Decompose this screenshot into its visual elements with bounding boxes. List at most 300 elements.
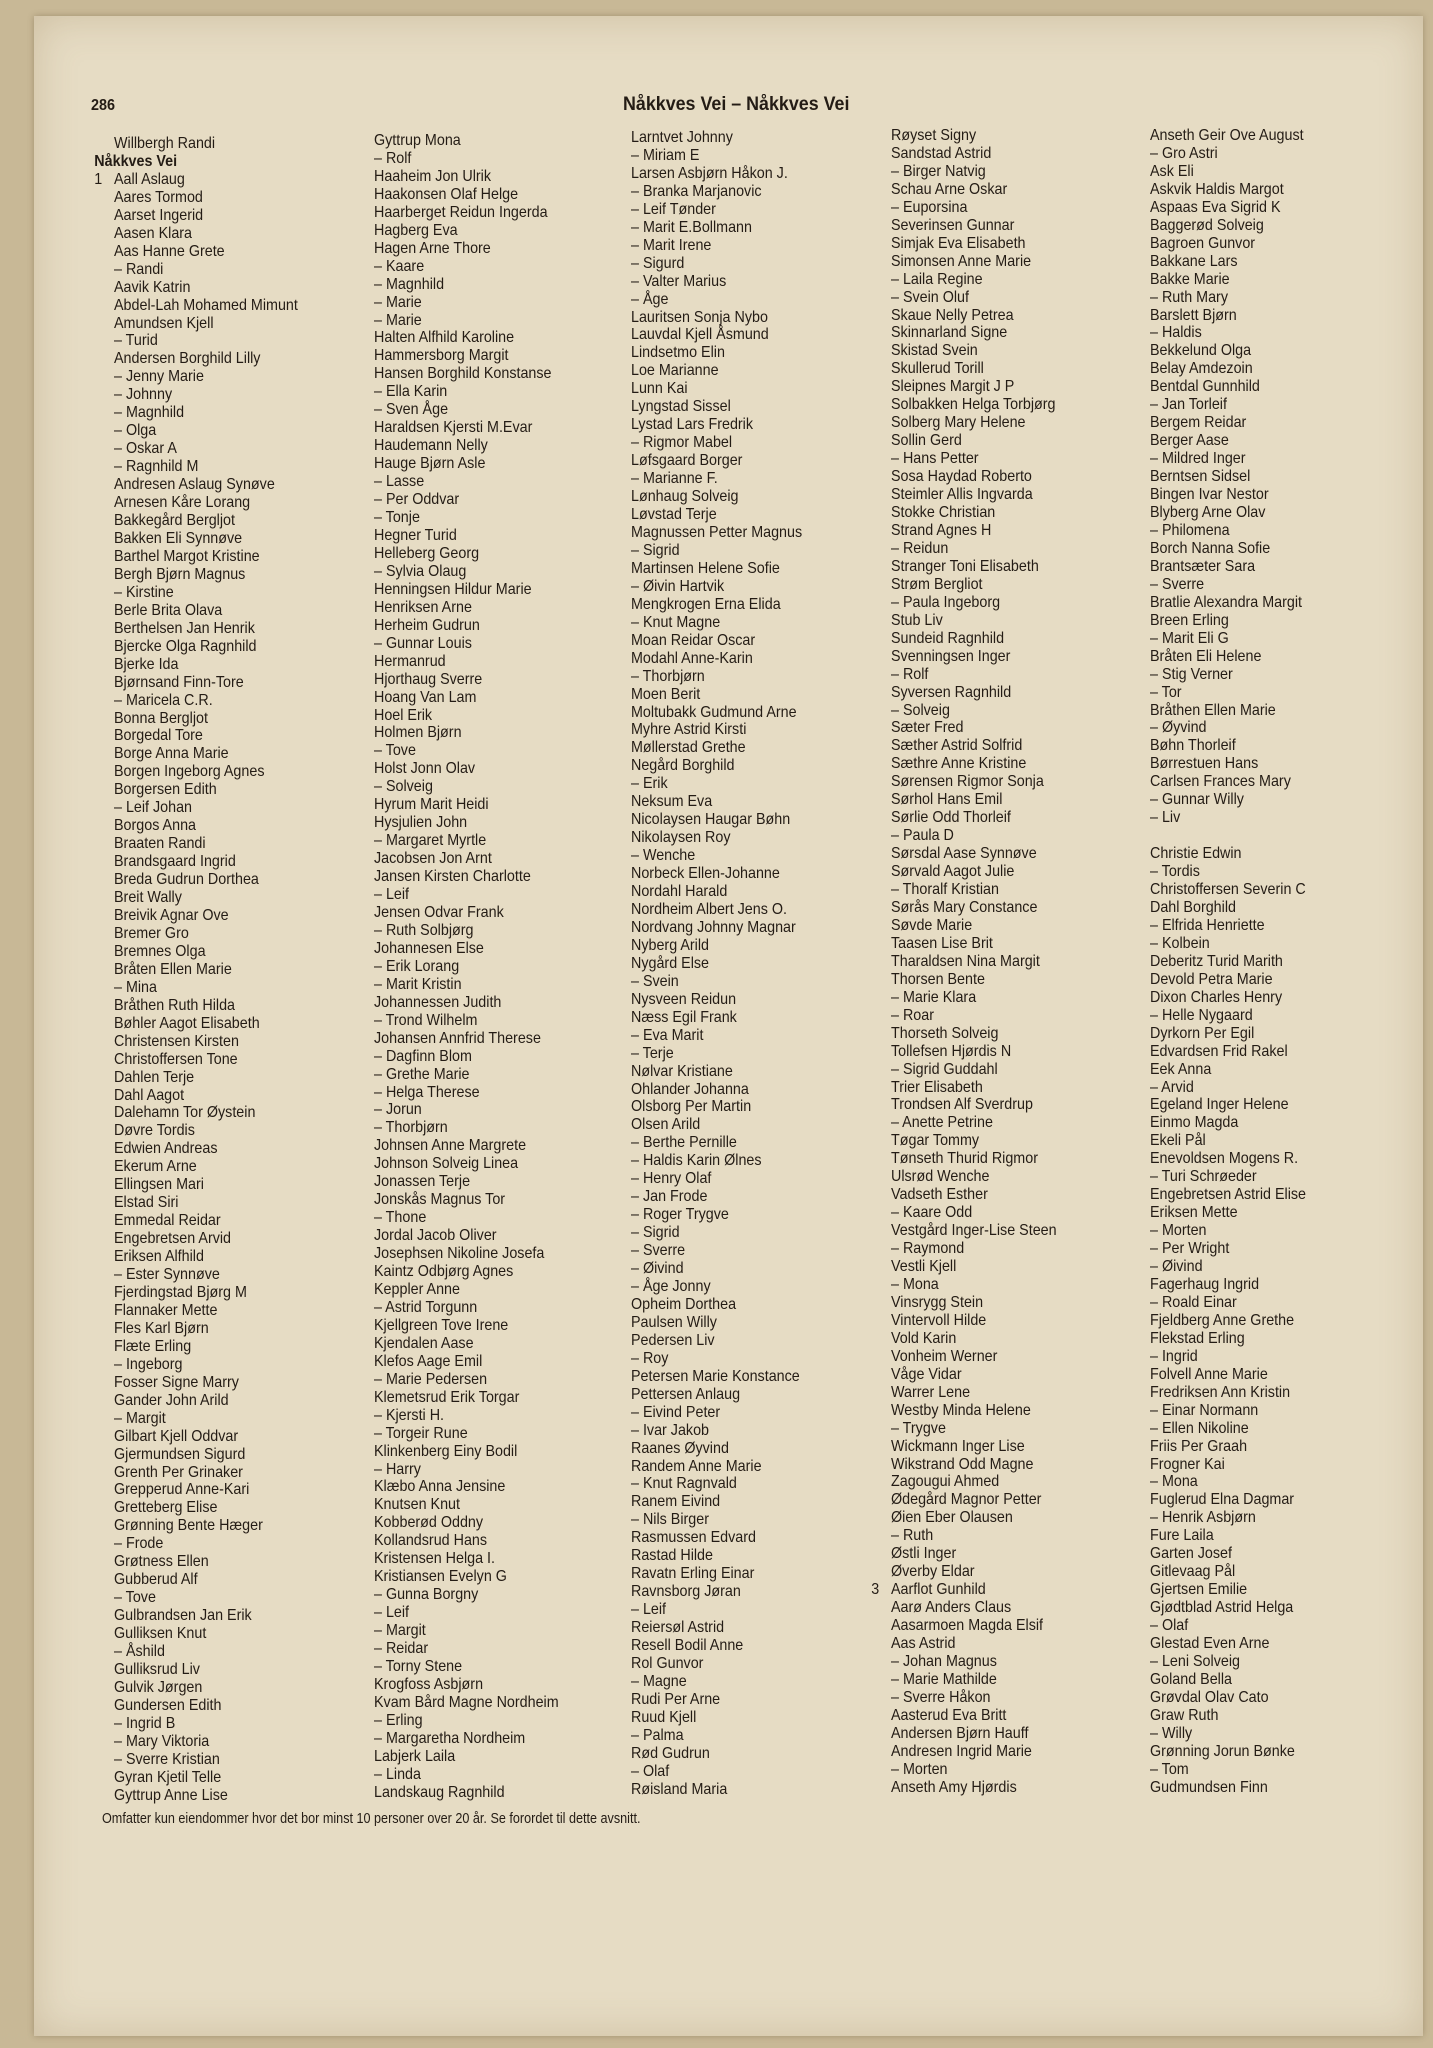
resident-entry: Askvik Haldis Margot (1150, 180, 1284, 198)
resident-entry: – Linda (374, 1765, 421, 1783)
resident-entry: Johannesen Else (374, 939, 484, 957)
resident-entry: Svenningsen Inger (891, 647, 1011, 665)
resident-entry: – Grethe Marie (374, 1065, 470, 1083)
resident-entry: Opheim Dorthea (631, 1295, 737, 1313)
resident-entry: Hegner Turid (374, 526, 457, 544)
resident-entry: Garten Josef (1150, 1545, 1232, 1563)
footnote: Omfatter kun eiendommer hvor det bor minst 10 personer over 20 år. Se forordet til dette avsnitt. (102, 1811, 641, 1827)
resident-entry: Stub Liv (891, 611, 943, 629)
resident-entry: Nikolaysen Roy (631, 829, 731, 847)
resident-entry: – Helle Nygaard (1150, 1006, 1253, 1024)
resident-entry: Klefos Aage Emil (374, 1352, 483, 1370)
resident-entry: – Sigurd (631, 254, 685, 272)
resident-entry: Nygård Else (631, 954, 710, 972)
resident-entry: – Ella Karin (374, 383, 448, 401)
resident-entry: Brandsgaard Ingrid (114, 853, 236, 871)
resident-entry: – Gunnar Willy (1150, 791, 1244, 809)
resident-entry: Johansen Annfrid Therese (374, 1029, 541, 1047)
resident-entry: Klemetsrud Erik Torgar (374, 1388, 520, 1406)
resident-entry: – Turid (114, 332, 158, 350)
resident-entry: Gulbrandsen Jan Erik (114, 1607, 252, 1625)
resident-entry: Aasarmoen Magda Elsif (891, 1617, 1044, 1635)
resident-entry: Fles Karl Bjørn (114, 1319, 209, 1337)
resident-entry: Breen Erling (1150, 611, 1229, 629)
resident-entry: Frogner Kai (1150, 1455, 1225, 1473)
resident-entry: Vintervoll Hilde (891, 1311, 987, 1329)
resident-entry: – Palma (631, 1726, 684, 1744)
resident-entry: – Harry (374, 1460, 421, 1478)
resident-entry: Bjørnsand Finn-Tore (114, 673, 244, 691)
resident-entry: Graw Ruth (1150, 1706, 1219, 1724)
resident-entry: – Astrid Torgunn (374, 1298, 478, 1316)
resident-entry: Kollandsrud Hans (374, 1532, 488, 1550)
resident-entry: Gitlevaag Pål (1150, 1563, 1236, 1581)
resident-entry: – Torny Stene (374, 1658, 463, 1676)
resident-entry: Holst Jonn Olav (374, 760, 476, 778)
resident-entry: – Rolf (374, 149, 412, 167)
resident-entry: Trondsen Alf Sverdrup (891, 1096, 1033, 1114)
resident-entry: Gilbart Kjell Oddvar (114, 1427, 239, 1445)
resident-entry: – Haldis Karin Ølnes (631, 1152, 762, 1170)
resident-entry: – Johan Magnus (891, 1653, 997, 1671)
resident-entry: – Per Wright (1150, 1240, 1230, 1258)
resident-entry: Hoel Erik (374, 706, 433, 724)
resident-entry: – Tor (1150, 683, 1182, 701)
resident-entry: Haakonsen Olaf Helge (374, 185, 519, 203)
resident-entry: – Kirstine (114, 583, 174, 601)
resident-entry: Røisland Maria (631, 1780, 728, 1798)
resident-entry: – Willy (1150, 1724, 1193, 1742)
resident-entry: Larsen Asbjørn Håkon J. (631, 164, 788, 182)
resident-entry: – Marit Eli G (1150, 629, 1229, 647)
resident-entry: Ravnsborg Jøran (631, 1583, 741, 1601)
resident-entry: Kristensen Helga I. (374, 1550, 495, 1568)
resident-entry: – Ingrid B (114, 1714, 176, 1732)
resident-entry: Bingen Ivar Nestor (1150, 486, 1269, 504)
resident-entry: – Roy (631, 1349, 669, 1367)
resident-entry: – Henrik Asbjørn (1150, 1509, 1256, 1527)
resident-entry: Gjermundsen Sigurd (114, 1445, 246, 1463)
resident-entry: Fagerhaug Ingrid (1150, 1276, 1260, 1293)
resident-entry: – Gunnar Louis (374, 634, 472, 652)
resident-entry: Paulsen Willy (631, 1313, 717, 1331)
resident-entry: – Stig Verner (1150, 665, 1233, 683)
resident-entry: Baggerød Solveig (1150, 216, 1264, 234)
resident-entry: Neksum Eva (631, 793, 713, 811)
resident-entry: – Leif (631, 1601, 667, 1619)
resident-entry: – Dagfinn Blom (374, 1047, 472, 1065)
resident-entry: Rasmussen Edvard (631, 1529, 756, 1547)
resident-entry: Bøhn Thorleif (1150, 737, 1236, 755)
resident-entry: – Ragnhild M (114, 458, 199, 476)
resident-entry: – Sylvia Olaug (374, 562, 467, 580)
resident-entry: – Nils Birger (631, 1511, 709, 1529)
resident-entry: – Trygve (891, 1419, 946, 1437)
resident-entry: Lønhaug Solveig (631, 488, 739, 506)
resident-entry: Trier Elisabeth (891, 1078, 983, 1096)
resident-entry: Johnsen Anne Margrete (374, 1137, 527, 1155)
resident-entry: – Raymond (891, 1240, 965, 1258)
resident-entry: Børrestuen Hans (1150, 755, 1259, 773)
resident-entry: Møllerstad Grethe (631, 739, 746, 757)
resident-entry: Berthelsen Jan Henrik (114, 619, 255, 637)
resident-entry: – Ivar Jakob (631, 1421, 710, 1439)
resident-entry: Henriksen Arne (374, 598, 472, 616)
resident-entry: – Marie (374, 293, 422, 311)
resident-entry: Borgen Ingeborg Agnes (114, 763, 265, 781)
resident-entry: Skaue Nelly Petrea (891, 306, 1014, 324)
resident-entry: Myhre Astrid Kirsti (631, 721, 747, 739)
resident-entry: Bagroen Gunvor (1150, 234, 1256, 252)
resident-entry: Fosser Signe Marry (114, 1373, 239, 1391)
resident-entry: Andersen Bjørn Hauff (891, 1724, 1029, 1742)
resident-entry: Moltubakk Gudmund Arne (631, 703, 797, 721)
resident-entry: Jonassen Terje (374, 1173, 471, 1191)
resident-entry: Ravatn Erling Einar (631, 1565, 755, 1583)
resident-entry: – Ruth (891, 1527, 934, 1545)
resident-entry: – Solveig (891, 701, 950, 719)
resident-entry: – Tonje (374, 509, 420, 527)
resident-entry: Sæter Fred (891, 719, 964, 737)
resident-entry: Bakke Marie (1150, 270, 1230, 288)
resident-entry: – Jenny Marie (114, 368, 204, 386)
resident-entry: Røyset Signy (891, 127, 977, 144)
resident-entry: Ødegård Magnor Petter (891, 1491, 1042, 1509)
resident-entry: – Margit (374, 1622, 426, 1640)
resident-entry: Egeland Inger Helene (1150, 1096, 1289, 1114)
resident-entry: Sørvald Aagot Julie (891, 863, 1015, 881)
resident-entry: Willbergh Randi (114, 135, 216, 152)
resident-entry: Jansen Kirsten Charlotte (374, 868, 531, 886)
resident-entry: Bjercke Olga Ragnhild (114, 637, 257, 655)
resident-entry: Edwien Andreas (114, 1140, 218, 1158)
resident-entry: – Erik Lorang (374, 957, 460, 975)
resident-entry: Lindsetmo Elin (631, 344, 725, 362)
resident-entry: Vold Karin (891, 1329, 957, 1347)
resident-entry: Emmedal Reidar (114, 1212, 221, 1230)
resident-entry: Gyran Kjetil Telle (114, 1768, 222, 1786)
resident-entry: – Leni Solveig (1150, 1653, 1240, 1671)
resident-entry: Anseth Amy Hjørdis (891, 1778, 1017, 1796)
resident-entry: – Reidun (891, 539, 949, 557)
resident-entry: Solbakken Helga Torbjørg (891, 396, 1056, 414)
resident-entry: Christie Edwin (1150, 845, 1242, 863)
resident-entry: Døvre Tordis (114, 1122, 195, 1140)
resident-entry: Carlsen Frances Mary (1150, 773, 1291, 791)
resident-entry: – Per Oddvar (374, 491, 460, 509)
resident-entry: Glestad Even Arne (1150, 1635, 1270, 1653)
resident-entry: Brantsæter Sara (1150, 557, 1256, 575)
resident-entry: Klæbo Anna Jensine (374, 1478, 506, 1496)
resident-entry: – Åge Jonny (631, 1278, 711, 1295)
page-number: 286 (91, 97, 116, 114)
resident-entry: Nicolaysen Haugar Bøhn (631, 811, 791, 829)
resident-entry: Thorsen Bente (891, 970, 985, 988)
resident-entry: Rød Gudrun (631, 1744, 710, 1762)
resident-entry: – Miriam E (631, 146, 700, 164)
resident-entry: – Marit E.Bollmann (631, 218, 752, 236)
resident-entry: Skullerud Torill (891, 360, 984, 378)
resident-entry: Tharaldsen Nina Margit (891, 952, 1040, 970)
resident-entry: Sundeid Ragnhild (891, 629, 1005, 647)
resident-entry: Syversen Ragnhild (891, 683, 1012, 701)
resident-entry: Bekkelund Olga (1150, 342, 1252, 360)
resident-entry: – Eva Marit (631, 1026, 704, 1044)
resident-entry: – Arvid (1150, 1078, 1194, 1096)
resident-entry: Tollefsen Hjørdis N (891, 1042, 1012, 1060)
resident-entry: – Rigmor Mabel (631, 434, 733, 452)
resident-entry: – Ruth Solbjørg (374, 921, 474, 939)
resident-entry: Christensen Kirsten (114, 1032, 239, 1050)
resident-entry: Christoffersen Tone (114, 1050, 238, 1068)
resident-entry: Stranger Toni Elisabeth (891, 557, 1039, 575)
resident-entry: – Eivind Peter (631, 1403, 721, 1421)
resident-entry: Bakken Eli Synnøve (114, 529, 243, 547)
resident-entry: Hansen Borghild Konstanse (374, 365, 552, 383)
resident-entry: Martinsen Helene Sofie (631, 559, 780, 577)
resident-entry: – Tove (114, 1589, 156, 1607)
resident-entry: Gjødtblad Astrid Helga (1150, 1599, 1294, 1617)
resident-entry: Sæther Astrid Solfrid (891, 737, 1023, 755)
resident-entry: – Erling (374, 1711, 423, 1729)
resident-entry: – Mildred Inger (1150, 450, 1246, 468)
resident-entry: – Berthe Pernille (631, 1134, 737, 1152)
resident-entry: Rudi Per Arne (631, 1690, 721, 1708)
resident-entry: Haudemann Nelly (374, 437, 488, 455)
resident-entry: Ask Eli (1150, 162, 1194, 180)
resident-entry: Tønseth Thurid Rigmor (891, 1150, 1038, 1168)
resident-entry: Borgersen Edith (114, 781, 217, 799)
resident-entry: Berntsen Sidsel (1150, 468, 1251, 486)
resident-entry: – Jan Frode (631, 1188, 708, 1206)
resident-entry: – Hans Petter (891, 450, 979, 468)
resident-entry: Deberitz Turid Marith (1150, 952, 1283, 970)
resident-entry: – Valter Marius (631, 272, 727, 290)
resident-entry: Simjak Eva Elisabeth (891, 234, 1026, 252)
resident-entry: – Åge (631, 290, 669, 308)
resident-entry: Kaintz Odbjørg Agnes (374, 1263, 514, 1281)
resident-entry: Sørlie Odd Thorleif (891, 809, 1011, 827)
resident-entry: Andresen Ingrid Marie (891, 1742, 1032, 1760)
resident-entry: Jordal Jacob Oliver (374, 1227, 497, 1245)
resident-name: Aarflot Gunhild (891, 1581, 986, 1599)
resident-entry: – Marit Irene (631, 236, 712, 254)
resident-entry: Krogfoss Asbjørn (374, 1675, 484, 1693)
resident-entry: Gundersen Edith (114, 1696, 222, 1714)
resident-entry: Hyrum Marit Heidi (374, 796, 489, 814)
resident-entry: – Knut Ragnvald (631, 1475, 737, 1493)
resident-entry: Jonskås Magnus Tor (374, 1191, 506, 1209)
resident-entry: – Maricela C.R. (114, 691, 213, 709)
directory-column-3 (631, 129, 846, 1799)
resident-entry: Fure Laila (1150, 1527, 1214, 1545)
resident-entry: Lauritsen Sonja Nybo (631, 308, 768, 326)
resident-entry: – Ingrid (1150, 1347, 1198, 1365)
resident-entry: Dalehamn Tor Øystein (114, 1104, 256, 1122)
resident-entry: Negård Borghild (631, 757, 735, 775)
resident-entry: – Turi Schrøeder (1150, 1168, 1257, 1186)
resident-entry: Sørensen Rigmor Sonja (891, 773, 1044, 791)
resident-entry: Aasterud Eva Britt (891, 1706, 1007, 1724)
resident-entry: – Marie (374, 311, 422, 329)
resident-entry: – Tordis (1150, 863, 1200, 881)
resident-entry: Bråten Eli Helene (1150, 647, 1262, 665)
resident-entry: – Gunna Borgny (374, 1586, 479, 1604)
resident-entry: Henningsen Hildur Marie (374, 580, 532, 598)
resident-entry: Gulliksrud Liv (114, 1661, 200, 1679)
resident-entry: Haraldsen Kjersti M.Evar (374, 419, 533, 437)
resident-entry: – Svein Oluf (891, 288, 970, 306)
resident-entry: Bergem Reidar (1150, 414, 1247, 432)
resident-entry: Søvde Marie (891, 916, 973, 934)
resident-entry: – Marit Kristin (374, 975, 462, 993)
resident-entry: – Frode (114, 1535, 164, 1553)
resident-entry: Severinsen Gunnar (891, 216, 1015, 234)
resident-entry: Olsen Arild (631, 1116, 701, 1134)
resident-entry: Einmo Magda (1150, 1114, 1239, 1132)
resident-entry: Breit Wally (114, 889, 182, 907)
blank-line (1150, 827, 1365, 845)
resident-entry: Belay Amdezoin (1150, 360, 1253, 378)
resident-entry: Sandstad Astrid (891, 144, 992, 162)
resident-entry: Øverby Eldar (891, 1563, 975, 1581)
resident-entry: Nyberg Arild (631, 936, 710, 954)
resident-entry: – Liv (1150, 809, 1181, 827)
resident-entry: – Henry Olaf (631, 1170, 712, 1188)
resident-entry: – Philomena (1150, 521, 1230, 539)
resident-entry: Sæthre Anne Kristine (891, 755, 1027, 773)
resident-entry: Wikstrand Odd Magne (891, 1455, 1034, 1473)
resident-entry: Aspaas Eva Sigrid K (1150, 198, 1281, 216)
resident-entry: Aares Tormod (114, 188, 203, 206)
resident-entry: Ellingsen Mari (114, 1176, 204, 1194)
resident-entry: Bratlie Alexandra Margit (1150, 593, 1303, 611)
resident-entry: Hagberg Eva (374, 221, 458, 239)
resident-entry: – Thorbjørn (631, 667, 705, 685)
resident-entry: Folvell Anne Marie (1150, 1365, 1268, 1383)
resident-entry: Braaten Randi (114, 835, 206, 853)
resident-entry: Fuglerud Elna Dagmar (1150, 1491, 1295, 1509)
resident-entry: Bråten Ellen Marie (114, 960, 232, 978)
resident-entry: Friis Per Graah (1150, 1437, 1248, 1455)
resident-entry: – Sverre (1150, 575, 1205, 593)
resident-entry: Moen Berit (631, 685, 701, 703)
resident-entry: Ruud Kjell (631, 1708, 697, 1726)
resident-entry: – Sigrid (631, 1224, 680, 1242)
resident-entry: Løvstad Terje (631, 506, 717, 524)
resident-entry: Flæte Erling (114, 1337, 192, 1355)
resident-entry: Nordvang Johnny Magnar (631, 918, 796, 936)
resident-entry: Zagougui Ahmed (891, 1473, 1000, 1491)
resident-entry: Josephsen Nikoline Josefa (374, 1245, 545, 1263)
resident-entry: – Marie Pedersen (374, 1370, 488, 1388)
resident-entry: – Kaare (374, 257, 425, 275)
resident-entry: – Morten (1150, 1222, 1207, 1240)
resident-entry: Helleberg Georg (374, 544, 480, 562)
resident-entry: Ohlander Johanna (631, 1080, 749, 1098)
resident-entry: – Magnhild (374, 275, 445, 293)
resident-entry: Fredriksen Ann Kristin (1150, 1383, 1291, 1401)
resident-entry: Bergh Bjørn Magnus (114, 565, 246, 583)
resident-entry: Hagen Arne Thore (374, 239, 491, 257)
resident-entry: Næss Egil Frank (631, 1008, 737, 1026)
resident-entry: Edvardsen Frid Rakel (1150, 1042, 1288, 1060)
resident-entry: – Reidar (374, 1640, 429, 1658)
resident-entry: Vadseth Esther (891, 1186, 988, 1204)
house-number: 1 (94, 170, 103, 188)
resident-entry: Devold Petra Marie (1150, 970, 1273, 988)
resident-entry: Bremer Gro (114, 924, 189, 942)
resident-entry: – Morten (891, 1760, 948, 1778)
resident-entry: – Mona (891, 1276, 939, 1293)
resident-entry: Grenth Per Grinaker (114, 1463, 243, 1481)
directory-column-1 (94, 135, 329, 1805)
street-heading: Nåkkves Vei (94, 152, 178, 170)
resident-entry: – Birger Natvig (891, 162, 986, 180)
resident-entry: – Marie Klara (891, 988, 977, 1006)
resident-entry: Gudmundsen Finn (1150, 1778, 1268, 1796)
resident-entry: Nysveen Reidun (631, 990, 737, 1008)
resident-name: Aall Aslaug (114, 170, 185, 188)
house-entry (871, 1581, 1106, 1599)
resident-entry: – Øivin Hartvik (631, 577, 725, 595)
resident-entry: Grøtness Ellen (114, 1553, 209, 1571)
resident-entry: – Ingeborg (114, 1355, 183, 1373)
resident-entry: – Roar (891, 1006, 934, 1024)
resident-entry: Skinnarland Signe (891, 324, 1008, 342)
resident-entry: Vinsrygg Stein (891, 1293, 984, 1311)
resident-entry: Haaheim Jon Ulrik (374, 167, 491, 185)
resident-entry: Hysjulien John (374, 814, 468, 832)
resident-entry: Barthel Margot Kristine (114, 547, 260, 565)
resident-entry: Gulvik Jørgen (114, 1678, 203, 1696)
resident-entry: – Sigrid Guddahl (891, 1060, 998, 1078)
resident-entry: Strand Agnes H (891, 521, 992, 539)
resident-entry: Simonsen Anne Marie (891, 252, 1032, 270)
resident-entry: Pettersen Anlaug (631, 1385, 741, 1403)
resident-entry: Andersen Borghild Lilly (114, 350, 261, 368)
resident-entry: Goland Bella (1150, 1670, 1233, 1688)
resident-entry: – Kaare Odd (891, 1204, 973, 1222)
resident-entry: Olsborg Per Martin (631, 1098, 752, 1116)
resident-entry: Sørås Mary Constance (891, 898, 1038, 916)
resident-entry: Engebretsen Astrid Elise (1150, 1186, 1307, 1204)
resident-entry: Kristiansen Evelyn G (374, 1568, 507, 1586)
resident-entry: Dahl Aagot (114, 1086, 185, 1104)
resident-entry: Tøgar Tommy (891, 1132, 980, 1150)
resident-entry: Sollin Gerd (891, 432, 962, 450)
resident-entry: – Åshild (114, 1643, 165, 1661)
resident-entry: Breda Gudrun Dorthea (114, 871, 259, 889)
resident-entry: Gyttrup Anne Lise (114, 1786, 228, 1804)
resident-entry: – Thorbjørn (374, 1119, 448, 1137)
resident-entry: Grønning Jorun Bønke (1150, 1742, 1295, 1760)
resident-entry: Taasen Lise Brit (891, 934, 993, 952)
resident-entry: Hoang Van Lam (374, 688, 477, 706)
resident-entry: Ekeli Pål (1150, 1132, 1206, 1150)
directory-column-4 (871, 127, 1106, 1797)
resident-entry: Bentdal Gunnhild (1150, 378, 1260, 396)
resident-entry: Knutsen Knut (374, 1496, 460, 1514)
resident-entry: Arnesen Kåre Lorang (114, 494, 251, 512)
resident-entry: Bøhler Aagot Elisabeth (114, 1014, 260, 1032)
resident-entry: Loe Marianne (631, 362, 719, 380)
resident-entry: Bråthen Ruth Hilda (114, 996, 235, 1014)
resident-entry: – Kjersti H. (374, 1406, 445, 1424)
resident-entry: – Sven Åge (374, 401, 449, 419)
resident-entry: – Marie Mathilde (891, 1670, 997, 1688)
resident-entry: Anseth Geir Ove August (1150, 127, 1304, 144)
